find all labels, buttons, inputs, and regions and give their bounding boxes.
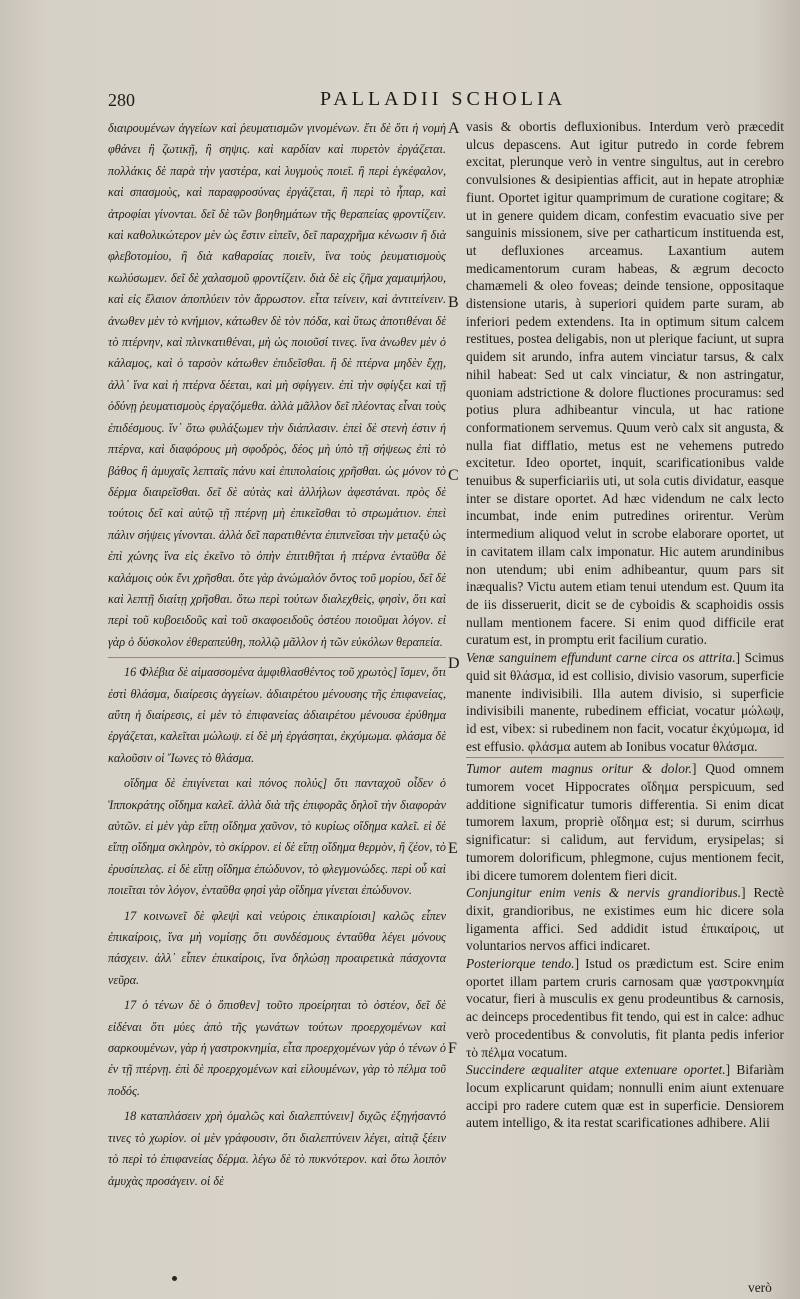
lemma: Succindere æqualiter atque extenuare oportet.	[466, 1062, 726, 1078]
greek-paragraph-text: 18 καταπλάσειν χρὴ ὁμαλῶς καὶ διαλεπτύνειν] διχῶς ἐξηγήσαντό τινες τὸ χωρίον. οἱ μὲν γράφουσιν, ὅτι διαλεπτύνειν λέγει, αἰτιᾷ ξέειν τὸ περὶ τὸ ἐπιφανείας δέρμα. λέγω δὲ τὸ πυκνότερον. καὶ ὅτω λοιπὸν ἀμυχὰς προσάγειν. οἱ δὲ	[108, 1109, 446, 1188]
margin-letter-a: A	[448, 120, 460, 137]
latin-commentary	[466, 760, 784, 884]
greek-paragraph	[108, 906, 446, 992]
latin-paragraph-text: Quod omnem tumorem vocet Hippocrates οἴδημα perspicuum, sed additione significatur tumoris differentia. Si enim dicat tumorem laxum, propriè οἴδημα est; si durum, scirrhus significatur: si calidum, aut fervidum, erysipelas; si tumorem dolorificum, phlegmone, cujus mentionem fecit, ibi dicere tumorem dolentem fieri dicit.	[466, 761, 784, 883]
latin-commentary	[466, 955, 784, 1061]
latin-paragraph-text: Scimus quid sit θλάσμα, id est collisio, divisio vasorum, superficie manente indivisibili. Illa autem divisio, si superficie indivisibili manente, rubedinem efficiat, vocatur μώλωψ, id est, vibex: si rubedinem non facit, vocatur ἐκχύμωμα, id est effusio. φλάσμα autem ab Ionibus vocatur θλάσμα.	[466, 650, 784, 754]
lemma: Tumor autem magnus oritur & dolor.	[466, 761, 692, 777]
catchword: verò	[748, 1280, 772, 1295]
page-header	[0, 88, 800, 114]
lemma-bracket: ]	[735, 650, 741, 666]
greek-paragraph: διαιρουμένων ἀγγείων καὶ ῥευματισμῶν γινομένων. ἔτι δὲ ὅτι ἡ νομὴ φθάνει ἢ ζωτικῇ, ἢ σηψις. καὶ καρδίαν καὶ πυρετὸν ἐργάζεται. πολλάκις δὲ παρὰ τὴν γαστέρα, καὶ λυγμοὺς ποιεῖ. ἢ περὶ ἐγκέφαλον, καὶ σπασμοὺς, καὶ παραφροσύνας ἐργάζεται, ἢ περὶ τὸ ἧπαρ, καὶ ἀτροφίαι γίνονται. δεῖ δὲ τῶν βοηθημάτων τῆς θεραπείας φροντίζειν. καὶ καθολικώτερον μὲν ὡς ἔστιν εἰπεῖν, δεῖ παραχρῆμα κένωσιν ἢ διὰ φλεβοτομίου, ἢ διὰ καθαρσίας ποιεῖν, ἵνα τοὺς ῥευματισμοὺς κωλύσωμεν. δεῖ δὲ χαλασμοῦ φροντίζειν. διὰ δὲ εἰς ζῆμα χαμαιμήλου, καὶ εἰς ἔλαιον ἀποπλύειν τὸν ἄρρωστον. εἶτα τείνειν, καὶ ἀντιτείνειν. ἀνωθεν μὲν τὸ κνήμιον, κάτωθεν δὲ τὸν πόδα, καὶ ὕτως ἀποτιθέναι δὲ τὸ πτέρνην, καὶ πλινκατιθέναι, μὴ ὡς ποιοῦσί τινες. ἵνα ἀνωθεν μὲν ὁ κάλαμος, καὶ ὁ ταρσὸν κάτωθεν ἐπιδεῖσθαι. ἢ δὲ πτέρνα μηδὲν ἔχῃ, ἀλλ᾽ ἵνα καὶ ἡ πτέρνα δέεται, καὶ μὴ σφίγγειν. ἐπὶ τὴν σφίγξει καὶ τῇ ὀδύνῃ ῥευματισμοὺς ἐργαζόμεθα. ἀλλὰ μᾶλλον δεῖ πλέοντας εἶναι τοὺς ἐπιδέσμους. ἵν᾽ ὅτω φυλάξωμεν τὴν διάπλασιν. ἐπεὶ δὲ στενὴ ἐστιν ἡ πτέρνα, καὶ διαφόρους μὴ σφοδρὸς, δέος μὴ ὑπὸ τῇ σήψεως ἐπὶ τὸ βάθος ἢ ἀμυχαῖς λεπταῖς πάνυ καὶ ἐπιπολαίοις χρῆσθαι. ὡς μόνον τὸ δέρμα διαιρεῖσθαι. δεῖ δὲ αὐτὰς καὶ ἀλλήλων ἀφεστάναι. πρὸς δὲ τούτοις δεῖ καὶ αὐτῷ τῇ πτέρνῃ μὴ ἐπικεῖσθαι τὸ στρωμάτιον. ἐπεὶ πάλιν σήψεις γίνονται. ἀλλὰ δεῖ παρατιθέντα ἐπιπνεῖσαι τὴν μεταξὺ ὡς ἐπὶ χώνης ἵνα εἰς ἐκεῖνο τὸ ὀπὴν ἐπιτιθῆται ἡ πτέρνα ἐνταῦθα δὲ καλάμοις οὐκ ἔνι χρῆσθαι. ὅτε γὰρ ἀνώμαλόν ὄντος τοῦ μορίου, δεῖ δὲ καὶ λεπτῇ διαίτῃ χρῆσθαι. ὅτω περὶ τούτων διαλεχθεὶς, φησὶν, ὅτι καὶ περὶ τοῦ κυβοειδοῦς καὶ τοῦ σκαφοειδοῦς ὀστέου ποιοῦμαι λόγον. εἰ γὰρ ὁ δύσκολον ἐθεραπεύθη, πολλῷ μᾶλλον ἡ τῶν εὐκόλων θεραπεία.	[108, 121, 446, 649]
lemma-bracket: ]	[741, 885, 746, 901]
latin-paragraph-text: Rectè dixit, grandioribus, ne existimes eum hic dicere sola ligamenta affici. Sed addidit istud ἐπικαίροις, ut voluntarios nervos affici indicaret.	[466, 885, 784, 954]
lemma-bracket: ]	[574, 956, 580, 972]
margin-letter-e: E	[448, 840, 458, 857]
greek-paragraph	[108, 1106, 446, 1192]
margin-letter-b: B	[448, 294, 459, 311]
latin-paragraph-text: Istud os prædictum est. Scire enim oportet illam partem cruris carnosam quæ γαστροκνημία vocatur, fieri à musculis ex genu prodeuntibus & carnosis, ac deinceps procedentibus fit tendo, qui est in calce: adhuc verò procedentibus & convolutis, fit planta pedis inferior τὸ πέλμα vocatum.	[466, 956, 785, 1060]
latin-column	[466, 118, 784, 1132]
lemma-bracket: ]	[691, 761, 697, 777]
margin-letter-f: F	[448, 1040, 457, 1057]
greek-paragraph-text: 16 Φλέβια δὲ αἱμασσομένα ἀμφιθλασθέντος τοῦ χρωτὸς] ἴσμεν, ὅτι ἐστὶ θλάσμα, διαίρεσις ἀγγείων. ἀδιαιρέτου μένουσης τῆς ἐπιφανείας, αὕτη ἡ διαίρεσις, εἰ μὲν τὸ ἐπιφανείας ἀδιαιρέτου μένουσα ἐρύθημα ἐργάζεται, καλεῖται μώλωψ. εἰ δὲ μὴ ἐργάσηται, ἐκχύμωμα. φλάσμα δὲ καλοῦσιν οἱ Ἴωνες τὸ θλάσμα.	[108, 665, 446, 765]
lemma-bracket: ]	[725, 1062, 731, 1078]
greek-paragraph-text: οἴδημα δὲ ἐπιγίνεται καὶ πόνος πολύς] ὅτι πανταχοῦ οἶδεν ὁ Ἱπποκράτης οἴδημα καλεῖ. ἀλλὰ διὰ τῆς ἐπιφορᾶς δηλοῖ τὴν διαφορὰν αὐτῶν. εἰ μὲν γὰρ εἴπῃ οἴδημα χαῦνον, τὸ κυρίως οἴδημα καλεῖ. εἰ δὲ εἴπῃ οἴδημα σκληρὸν, τὸ σκίρρον. εἰ δὲ εἴπῃ οἴδημα θερμὸν, ἢ ζέον, τὸ ἐρυσίπελας. εἰ δὲ εἴπῃ οἴδημα ἐπώδυνον, τὸ φλεγμονώδες. περὶ οὗ καὶ ποιεῖται τὸν λόγον, ἐνταῦθα φησὶ γὰρ οἴδημα γίνεται ἐπώδυνον.	[108, 776, 446, 898]
latin-commentary	[466, 1061, 784, 1132]
margin-letter-d: D	[448, 655, 460, 672]
latin-commentary	[466, 649, 784, 755]
latin-paragraph: vasis & obortis defluxionibus. Interdum verò præcedit ulcus depascens. Aut igitur putredo in corde febrem excitat, plerunque verò in ventre singultus, aut in cerebro convulsiones & desipientias afficit, aut in hepate atrophiæ fiunt. Oportet igitur quamprimum de curatione cogitare; & ut in genere quidem dicam, confestim evacuatio sive per sanguinis missionem, sive per catharticum instituenda est, ut defluxiones arceamus. Laxantium autem medicamentorum curam habeas, & ægrum decocto chamæmeli & oleo foveas; deinde tensione, oppositaque distensione utaris, à superiori quidem parte suram, ab inferiori pedem extendens. Ita in optimum situm calcem restitues, postea deligabis, non ut plerique faciunt, ut supra quidem sit arundo, infra autem vinciatur tarsus, & calx nihil habeat: Sed ut calx vinciatur, & non astringatur, quoniam adstrictione & dolore fluctiones procuramus: sed potius plura adhibeantur vincula, ut hac ratione conformationem servemus. Quum verò calx sit angusta, & nulla fiat difflatio, metus est ne vehemens putredo excitetur. Ideo oportet, inquit, scarificationibus valde tenuibus & superficiariis uti, ut sola cutis dividatur, easque inter se distare oportet. Ad hæc videndum ne calx lecto incumbat, inde enim putredines orirentur. Verùm intermedium aliquod velut in scrobe elaborare oportet, ut in cavitatem illam calx imponatur. Hic autem arundinibus non utendum; ubi enim adhibeantur, quum pars sit inæqualis? Victu autem etiam tenui utendum est. Quum ita de iis disseruerit, dicit se de cyboidis & scaphoidis ossis nullam mentionem facere. Si enim quod difficile erat curatum est, in promptu erit facilium curatio.	[466, 119, 784, 648]
latin-commentary	[466, 884, 784, 955]
paragraph-rule	[108, 657, 446, 658]
lemma: Venæ sanguinem effundunt carne circa os attrita.	[466, 650, 736, 666]
greek-paragraph	[108, 995, 446, 1102]
greek-paragraph	[108, 773, 446, 901]
lemma: Conjungitur enim venis & nervis grandioribus.	[466, 885, 742, 901]
greek-paragraph	[108, 662, 446, 769]
greek-paragraph-text: 17 κοινωνεῖ δὲ φλεψὶ καὶ νεύροις ἐπικαιρίοισι] καλῶς εἶπεν ἐπικαίροις, ἵνα μὴ νομίσῃς ὅτι συνδέσμους ἐνταῦθα λέγει μόνους πάσχειν. ἀλλ᾽ εἶπεν ἐπικαίροις, ἵνα δηλώσῃ προαιρετικὰ πάσχοντα νεῦρα.	[108, 908, 446, 987]
running-title: PALLADII SCHOLIA	[320, 88, 567, 110]
page-number: 280	[108, 90, 135, 110]
margin-letter-c: C	[448, 467, 459, 484]
paragraph-rule	[466, 757, 784, 758]
lemma: Posteriorque tendo.	[466, 956, 575, 972]
greek-column	[108, 118, 446, 1196]
latin-paragraph-text: Bifariàm locum explicarunt quidam; nonnulli enim aiunt extenuare accipi pro radere cutem quæ est in superficie. Densiorem autem intelligo, & ita restat scarificationes adhibere. Alii	[466, 1062, 784, 1131]
greek-paragraph-text: 17 ὁ τένων δὲ ὁ ὄπισθεν] τοῦτο προείρηται τὸ ὀστέον, δεῖ δὲ εἰδέναι ὅτι μύες ἀπὸ τῆς γωνάτων τούτων προερχομένων καὶ σαρκουμένων, γὰρ ἡ γαστροκνημία, εἶτα προερχομένων γὰρ ὁ τένων ὁ ἐν τῇ πτέρνῃ. ἐπὶ δὲ προερχομένων καὶ εἰλουμένων, γὰρ τὸ πέλμα τοῦ ποδός.	[108, 998, 446, 1098]
ink-dot	[172, 1276, 177, 1281]
